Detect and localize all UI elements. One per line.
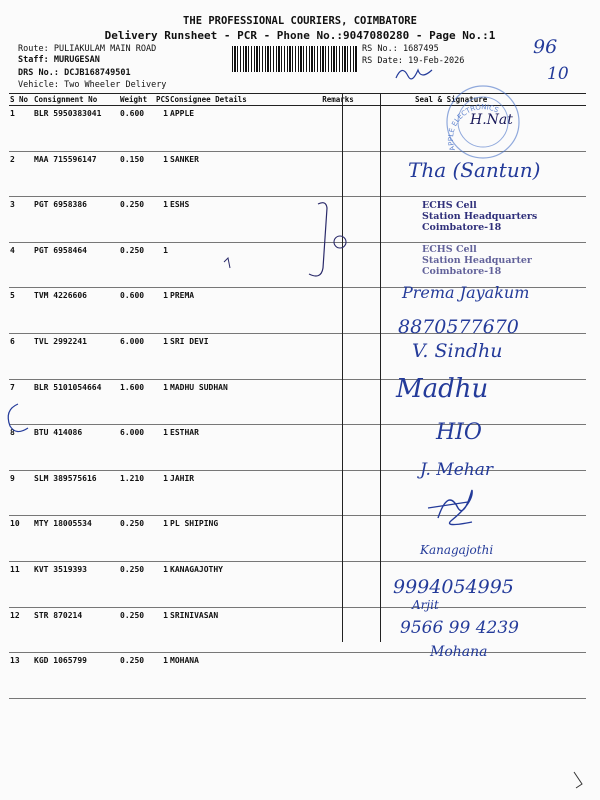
sno-cell: 6 <box>9 333 33 379</box>
signature-row-6-name: V. Sindhu <box>412 340 503 362</box>
stamp-line: ECHS Cell <box>422 200 477 211</box>
apple-seal-text: APPLE ELECTRONICS <box>446 103 500 152</box>
stamp-line: Station Headquarters <box>422 211 538 222</box>
stamp-line: ECHS Cell <box>422 244 477 255</box>
col-weight: Weight <box>119 94 155 106</box>
rs-date-value: 19-Feb-2026 <box>408 56 465 66</box>
stamp-line: Station Headquarter <box>422 255 532 266</box>
col-remarks: Remarks <box>319 94 357 106</box>
pcs-cell: 1 <box>155 607 169 653</box>
staff-value: MURUGESAN <box>53 55 100 65</box>
weight-cell: 0.250 <box>119 242 155 288</box>
consignment-cell: TVL 2992241 <box>33 333 119 379</box>
route-value: PULIAKULAM MAIN ROAD <box>53 44 157 54</box>
svg-text:APPLE ELECTRONICS <box>447 103 500 152</box>
staff-label: Staff: <box>18 55 49 65</box>
vehicle-label: Vehicle: <box>18 80 59 90</box>
weight-cell: 0.250 <box>119 561 155 607</box>
sno-cell: 12 <box>9 607 33 653</box>
consignee-cell: ESTHAR <box>169 425 319 471</box>
weight-cell: 0.250 <box>119 516 155 562</box>
pcs-cell: 1 <box>155 653 169 699</box>
handwritten-total: 96 <box>533 36 558 58</box>
sno-cell: 13 <box>9 653 33 699</box>
stamp-line: Coimbatore-18 <box>422 266 502 277</box>
drs-label: DRS No.: <box>18 68 59 78</box>
consignee-cell: MADHU SUDHAN <box>169 379 319 425</box>
row-8-circle-mark <box>8 404 28 432</box>
rs-no-label: RS No.: <box>362 44 398 54</box>
consignee-cell: KANAGAJOTHY <box>169 561 319 607</box>
weight-cell: 1.600 <box>119 379 155 425</box>
route-label: Route: <box>18 44 49 54</box>
consignee-cell: SANKER <box>169 151 319 197</box>
header-scribble <box>396 70 432 79</box>
weight-cell: 6.000 <box>119 425 155 471</box>
row-10-strike <box>428 502 468 508</box>
sno-cell: 11 <box>9 561 33 607</box>
weight-cell: 0.600 <box>119 106 155 152</box>
consignment-cell: BLR 5101054664 <box>33 379 119 425</box>
pcs-cell: 1 <box>155 151 169 197</box>
consignee-cell: PREMA <box>169 288 319 334</box>
pcs-cell: 1 <box>155 516 169 562</box>
pcs-cell: 1 <box>155 197 169 243</box>
consignee-cell: MOHANA <box>169 653 319 699</box>
row-4-tick-mark <box>224 258 230 268</box>
signature-row-6-phone: 8870577670 <box>398 316 519 338</box>
consignee-cell: PL SHIPING <box>169 516 319 562</box>
signature-row-7: Madhu <box>396 374 489 404</box>
consignment-cell: BLR 5950383041 <box>33 106 119 152</box>
runsheet-subtitle: Delivery Runsheet - PCR - Phone No.:9047080280 - Page No.:1 <box>104 29 496 42</box>
consignment-cell: TVM 4226606 <box>33 288 119 334</box>
weight-cell: 0.250 <box>119 197 155 243</box>
company-title: THE PROFESSIONAL COURIERS, COIMBATORE <box>183 15 417 27</box>
weight-cell: 6.000 <box>119 333 155 379</box>
signature-row-8: HIO <box>436 420 482 445</box>
signature-row-13-phone: 9566 99 4239 <box>400 618 519 638</box>
col-consignment: Consignment No <box>33 94 119 106</box>
consignee-cell: SRI DEVI <box>169 333 319 379</box>
col-sno: S No <box>9 94 33 106</box>
signature-row-9: J. Mehar <box>420 460 493 480</box>
signature-row-12-name: Arjit <box>412 598 439 612</box>
sno-cell: 9 <box>9 470 33 516</box>
consignment-cell: STR 870214 <box>33 607 119 653</box>
drs-value: DCJB168749501 <box>64 68 131 78</box>
consignment-cell: KGD 1065799 <box>33 653 119 699</box>
signature-row-5: Prema Jayakum <box>402 283 530 302</box>
consignment-cell: KVT 3519393 <box>33 561 119 607</box>
pcs-cell: 1 <box>155 425 169 471</box>
sno-cell: 7 <box>9 379 33 425</box>
corner-speck-mark <box>574 772 582 788</box>
consignment-cell: MTY 18005534 <box>33 516 119 562</box>
sno-cell: 8 <box>9 425 33 471</box>
row-4-mark-circle <box>334 236 346 248</box>
weight-cell: 0.250 <box>119 653 155 699</box>
col-pcs: PCS <box>156 95 170 104</box>
col-seal-signature: Seal & Signature <box>357 94 586 106</box>
vehicle-value: Two Wheeler Delivery <box>64 80 167 90</box>
signature-row-10 <box>438 490 472 525</box>
consignee-cell: ESHS <box>169 197 319 243</box>
signature-row-1: H.Nat <box>470 112 513 128</box>
weight-cell: 0.600 <box>119 288 155 334</box>
apple-seal-stamp <box>447 86 519 158</box>
row-3-4-mark <box>309 203 327 276</box>
sno-cell: 4 <box>9 242 33 288</box>
signature-row-13-name: Mohana <box>430 644 488 660</box>
consignment-cell: SLM 389575616 <box>33 470 119 516</box>
pcs-cell: 1 <box>155 288 169 334</box>
consignment-cell: MAA 715596147 <box>33 151 119 197</box>
consignment-cell: PGT 6958386 <box>33 197 119 243</box>
handwritten-count: 10 <box>547 64 569 84</box>
rs-date-label: RS Date: <box>362 56 403 66</box>
pcs-cell: 1 <box>155 333 169 379</box>
sno-cell: 10 <box>9 516 33 562</box>
pcs-cell: 1 <box>155 242 169 288</box>
consignee-cell: JAHIR <box>169 470 319 516</box>
sno-cell: 5 <box>9 288 33 334</box>
pcs-cell: 1 <box>155 470 169 516</box>
consignment-cell: PGT 6958464 <box>33 242 119 288</box>
stamp-line: Coimbatore-18 <box>422 222 502 233</box>
signature-row-2: Tha (Santun) <box>408 158 541 182</box>
col-consignee: Consignee Details <box>169 94 319 106</box>
consignment-cell: BTU 414086 <box>33 425 119 471</box>
pcs-cell: 1 <box>155 379 169 425</box>
weight-cell: 0.150 <box>119 151 155 197</box>
sno-cell: 1 <box>9 106 33 152</box>
rs-no-value: 1687495 <box>402 44 439 54</box>
weight-cell: 1.210 <box>119 470 155 516</box>
weight-cell: 0.250 <box>119 607 155 653</box>
sno-cell: 2 <box>9 151 33 197</box>
pcs-cell: 1 <box>155 561 169 607</box>
pcs-cell: 1 <box>155 106 169 152</box>
signature-row-11: Kanagajothi <box>420 543 494 557</box>
sno-cell: 3 <box>9 197 33 243</box>
consignee-cell: APPLE <box>169 106 319 152</box>
consignee-cell: SRINIVASAN <box>169 607 319 653</box>
signature-row-12-phone: 9994054995 <box>393 576 514 598</box>
